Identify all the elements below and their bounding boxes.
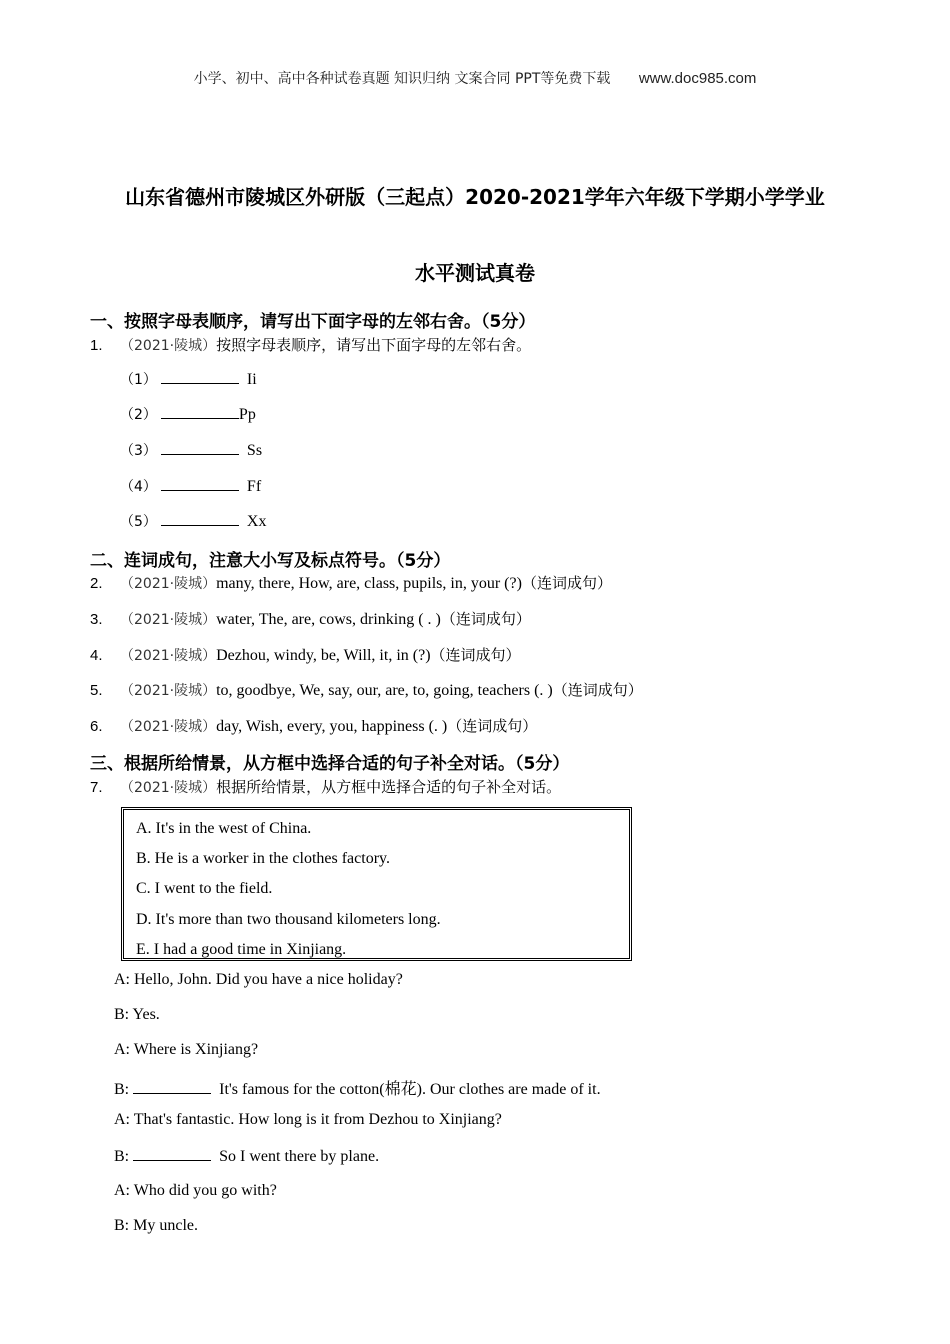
question-5 xyxy=(90,679,643,700)
question-text: 根据所给情景，从方框中选择合适的句子补全对话。 xyxy=(216,778,562,796)
page-title-line2: 水平测试真卷 xyxy=(415,261,535,285)
question-text: water, The, are, cows, drinking ( . ) xyxy=(216,611,441,628)
item-letter: Xx xyxy=(246,513,267,530)
question-text: to, goodbye, We, say, our, are, to, going, teachers (. ) xyxy=(216,682,553,699)
dialogue-text: It's famous for the cotton(棉花). Our clothes are made of it. xyxy=(219,1081,601,1098)
dialogue-text: So I went there by plane. xyxy=(219,1148,380,1165)
page-title-line1: 山东省德州市陵城区外研版（三起点）2020-2021学年六年级下学期小学学业 xyxy=(125,185,825,209)
question-number: 2. xyxy=(90,575,103,592)
answer-blank[interactable] xyxy=(161,440,239,455)
letter-item xyxy=(120,511,266,531)
question-text: Dezhou, windy, be, Will, it, in (?) xyxy=(216,647,431,664)
section-heading-3: 三、根据所给情景，从方框中选择合适的句子补全对话。（5分） xyxy=(90,754,570,774)
header-text: 小学、初中、高中各种试卷真题 知识归纳 文案合同 PPT等免费下载 xyxy=(193,71,611,87)
letter-item xyxy=(120,404,256,424)
question-text: many, there, How, are, class, pupils, in, your (?) xyxy=(216,575,522,592)
letter-item xyxy=(120,369,257,389)
question-suffix: （连词成句） xyxy=(552,681,643,699)
dialogue-line: A: Where is Xinjiang? xyxy=(114,1041,259,1058)
letter-item xyxy=(120,476,261,496)
option-b: B. He is a worker in the clothes factory. xyxy=(136,850,390,868)
question-text: day, Wish, every, you, happiness (. ) xyxy=(216,718,448,735)
question-source: （2021·陵城） xyxy=(120,719,217,735)
question-source: （2021·陵城） xyxy=(120,648,217,664)
question-source: （2021·陵城） xyxy=(120,683,217,699)
question-7 xyxy=(90,776,561,797)
header-site: www.doc985.com xyxy=(638,70,757,87)
dialogue-line: A: Hello, John. Did you have a nice holiday? xyxy=(114,971,403,988)
question-source: （2021·陵城） xyxy=(120,576,217,592)
item-letter: Pp xyxy=(238,406,256,423)
item-label: （5） xyxy=(120,514,157,530)
page-header xyxy=(0,68,950,88)
question-2 xyxy=(90,572,612,593)
question-3 xyxy=(90,608,531,629)
question-suffix: （连词成句） xyxy=(447,717,538,735)
question-source: （2021·陵城） xyxy=(120,612,217,628)
question-text: 按照字母表顺序，请写出下面字母的左邻右舍。 xyxy=(216,336,532,354)
answer-blank[interactable] xyxy=(161,476,239,491)
item-label: （4） xyxy=(120,479,157,495)
item-label: （2） xyxy=(120,407,157,423)
dialogue-line: A: Who did you go with? xyxy=(114,1182,277,1199)
answer-blank[interactable] xyxy=(161,369,239,384)
option-a: A. It's in the west of China. xyxy=(136,820,312,837)
option-e: E. I had a good time in Xinjiang. xyxy=(136,940,347,958)
answer-blank[interactable] xyxy=(133,1079,211,1094)
item-label: （3） xyxy=(120,443,157,459)
item-letter: Ii xyxy=(246,371,257,388)
question-source: （2021·陵城） xyxy=(120,338,217,354)
question-source: （2021·陵城） xyxy=(120,780,217,796)
speaker-label: B: xyxy=(114,1081,130,1098)
letter-item xyxy=(120,440,262,460)
question-suffix: （连词成句） xyxy=(430,646,521,664)
question-1 xyxy=(90,334,531,355)
question-suffix: （连词成句） xyxy=(521,574,612,592)
answer-blank[interactable] xyxy=(161,404,239,419)
question-number: 5. xyxy=(90,682,103,699)
question-number: 7. xyxy=(90,779,103,796)
question-number: 6. xyxy=(90,718,103,735)
dialogue-line: A: That's fantastic. How long is it from Dezhou to Xinjiang? xyxy=(114,1111,502,1128)
item-letter: Ss xyxy=(246,442,263,459)
option-d: D. It's more than two thousand kilometers long. xyxy=(136,910,441,928)
dialogue-line: B: Yes. xyxy=(114,1006,160,1023)
item-letter: Ff xyxy=(246,478,262,495)
answer-blank[interactable] xyxy=(161,511,239,526)
dialogue-line: B: My uncle. xyxy=(114,1217,198,1234)
question-6 xyxy=(90,715,537,736)
question-number: 4. xyxy=(90,647,103,664)
speaker-label: B: xyxy=(114,1148,130,1165)
item-label: （1） xyxy=(120,372,157,388)
question-number: 3. xyxy=(90,611,103,628)
dialogue-line xyxy=(114,1076,601,1099)
dialogue-line xyxy=(114,1146,379,1166)
option-c: C. I went to the field. xyxy=(136,880,273,898)
question-number: 1. xyxy=(90,337,103,354)
question-4 xyxy=(90,644,521,665)
options-box xyxy=(121,807,632,961)
answer-blank[interactable] xyxy=(133,1146,211,1161)
section-heading-1: 一、按照字母表顺序，请写出下面字母的左邻右舍。（5分） xyxy=(90,312,536,332)
question-suffix: （连词成句） xyxy=(440,610,531,628)
section-heading-2: 二、连词成句，注意大小写及标点符号。（5分） xyxy=(90,551,451,571)
